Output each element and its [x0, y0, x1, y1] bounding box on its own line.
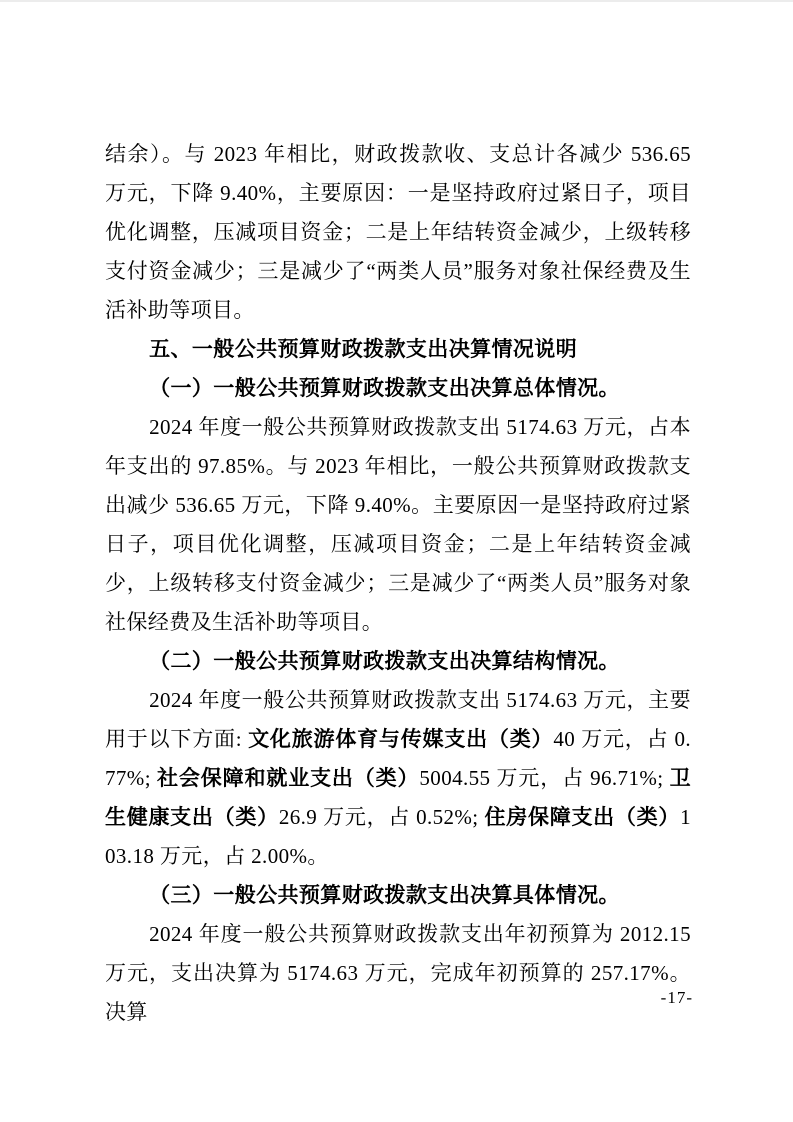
bold-text-run: （二）一般公共预算财政拨款支出决算结构情况。 — [149, 650, 620, 673]
text-run: 2024 年度一般公共预算财政拨款支出年初预算为 2012.15 万元，支出决算为 5174.63 万元，完成年初预算的 257.17%。决算 — [105, 922, 691, 1024]
body-paragraph — [105, 408, 691, 642]
text-run: 40 万元，占 0.77%; — [105, 727, 692, 790]
bold-text-run: （三）一般公共预算财政拨款支出决算具体情况。 — [149, 884, 620, 907]
bold-text-run: 卫生健康支出（类） — [105, 767, 692, 829]
page-number: -17- — [660, 988, 693, 1007]
bold-text-run: 社会保障和就业支出（类） — [157, 767, 420, 790]
bold-text-run: 文化旅游体育与传媒支出（类） — [248, 728, 554, 751]
text-run: 5004.55 万元，占 96.71%; — [419, 766, 670, 790]
text-run: 2024 年度一般公共预算财政拨款支出 5174.63 万元，占本年支出的 97.85%。与 2023 年相比，一般公共预算财政拨款支出减少 536.65 万元，下降 9.40%。主要原因一是坚持政府过紧日子，项目优化调整，压减项目资金；二是上年结转资金减少，上级转移支付资金减少；三是减少了“两类人员”服务对象社保经费及生活补助等项目。 — [105, 415, 691, 634]
document-body — [105, 135, 691, 1032]
bold-text-run: （一）一般公共预算财政拨款支出决算总体情况。 — [149, 377, 620, 400]
text-run: 103.18 万元，占 2.00%。 — [105, 805, 691, 868]
body-paragraph — [105, 135, 691, 330]
body-paragraph — [105, 915, 691, 1032]
section-heading — [105, 876, 691, 915]
bold-text-run: 住房保障支出（类） — [484, 806, 681, 829]
text-run: 结余）。与 2023 年相比，财政拨款收、支总计各减少 536.65 万元，下降 9.40%，主要原因：一是坚持政府过紧日子，项目优化调整，压减项目资金；二是上年结转资金减少，上级转移支付资金减少；三是减少了“两类人员”服务对象社保经费及生活补助等项目。 — [105, 142, 691, 322]
section-heading — [105, 642, 691, 681]
bold-text-run: 五、一般公共预算财政拨款支出决算情况说明 — [149, 338, 578, 361]
section-heading — [105, 330, 691, 369]
body-paragraph — [105, 681, 691, 876]
text-run: 26.9 万元，占 0.52%; — [278, 805, 485, 829]
section-heading — [105, 369, 691, 408]
text-run: 2024 年度一般公共预算财政拨款支出 5174.63 万元，主要用于以下方面: — [105, 688, 691, 751]
